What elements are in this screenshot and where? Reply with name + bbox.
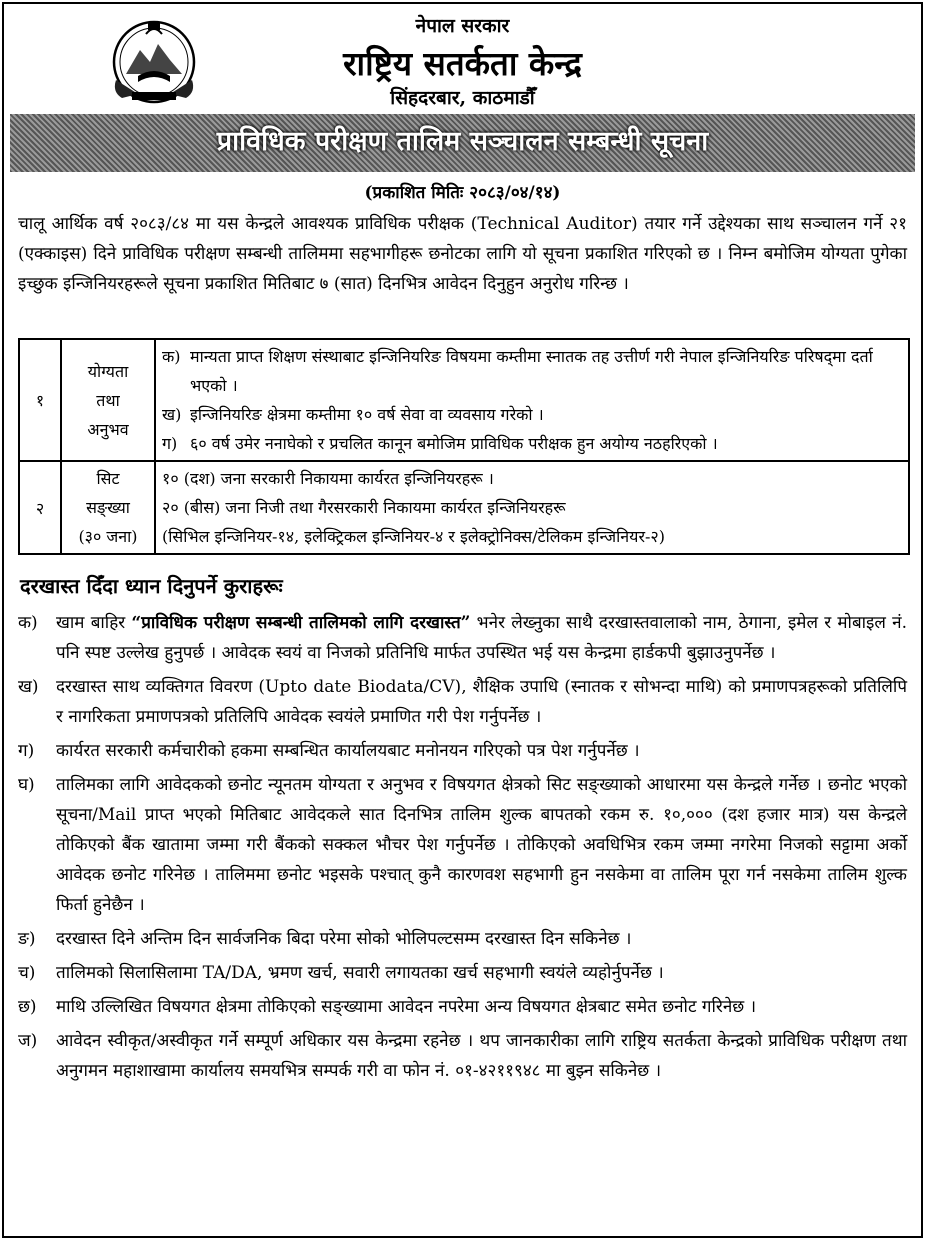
note-mark: ङ) bbox=[18, 929, 36, 949]
list-item bbox=[18, 736, 907, 766]
list-item bbox=[18, 958, 907, 988]
note-text: दरखास्त साथ व्यक्तिगत विवरण (Upto date Biodata/CV), शैक्षिक उपाधि (स्नातक र सोभन्दा माथि) को प्रमाणपत्रहरूको प्रतिलिपि र नागरिकता प्रमाणपत्रको प्रतिलिपि आवेदक स्वयंले प्रमाणित गरी पेश गर्नुपर्नेछ । bbox=[56, 677, 907, 727]
label-line: अनुभव bbox=[87, 419, 129, 439]
label-line: सिट bbox=[96, 469, 120, 488]
organization-address: सिंहदरबार, काठमाडौँ bbox=[390, 87, 535, 109]
notice-title: प्राविधिक परीक्षण तालिम सञ्चालन सम्बन्धी सूचना bbox=[216, 126, 709, 157]
list-item bbox=[18, 672, 907, 732]
notice-page bbox=[2, 2, 923, 1238]
label-line: तथा bbox=[96, 390, 120, 410]
note-text-bold: “प्राविधिक परीक्षण सम्बन्धी तालिमको लागि दरखास्त” bbox=[131, 613, 471, 633]
note-text-rest: भनेर लेख्नुका साथै दरखास्तवालाको नाम, ठेगाना, इमेल र मोबाइल नं. पनि स्पष्ट उल्लेख हुनुपर्छ । आवेदक स्वयं वा निजको प्रतिनिधि मार्फत उपस्थित भई यस केन्द्रमा हार्डकपी बुझाउनुपर्नेछ । bbox=[56, 613, 907, 663]
note-mark: क) bbox=[18, 613, 38, 633]
note-text: तालिमको सिलासिलामा TA/DA, भ्रमण खर्च, सवारी लगायतका खर्च सहभागी स्वयंले व्यहोर्नुपर्नेछ । bbox=[56, 963, 664, 983]
published-date: (प्रकाशित मितिः २०८३/०४/१४) bbox=[364, 183, 561, 203]
note-text: कार्यरत सरकारी कर्मचारीको हकमा सम्बन्धित कार्यालयबाट मनोनयन गरिएको पत्र पेश गर्नुपर्नेछ । bbox=[56, 741, 640, 761]
row-number: २ bbox=[19, 461, 61, 554]
list-item bbox=[18, 770, 907, 920]
list-item: २० (बीस) जना निजी तथा गैरसरकारी निकायमा कार्यरत इन्जिनियरहरू bbox=[162, 498, 566, 517]
title-banner bbox=[10, 114, 915, 172]
row-number: १ bbox=[19, 339, 61, 461]
note-mark: ज) bbox=[18, 1031, 38, 1051]
list-item bbox=[18, 924, 907, 954]
notes-list bbox=[18, 608, 907, 1090]
notes-heading: दरखास्त दिँदा ध्यान दिनुपर्ने कुराहरूः bbox=[20, 574, 283, 598]
item-text: इन्जिनियरिङ क्षेत्रमा कम्तीमा १० वर्ष सेवा वा व्यवसाय गरेको । bbox=[190, 405, 544, 424]
list-item bbox=[18, 992, 907, 1022]
requirements-table bbox=[18, 338, 910, 555]
note-text: माथि उल्लिखित विषयगत क्षेत्रमा तोकिएको सङ्ख्यामा आवेदन नपरेमा अन्य विषयगत क्षेत्रबाट समेत छनोट गरिनेछ । bbox=[56, 997, 757, 1017]
label-line: सङ्ख्या bbox=[86, 498, 130, 517]
list-item: १० (दश) जना सरकारी निकायमा कार्यरत इन्जिनियरहरू । bbox=[162, 469, 494, 488]
label-line: (३० जना) bbox=[78, 527, 138, 546]
header bbox=[4, 4, 921, 112]
row-content bbox=[155, 339, 909, 461]
list-item: (सिभिल इन्जिनियर-१४, इलेक्ट्रिकल इन्जिनियर-४ र इलेक्ट्रोनिक्स/टेलिकम इन्जिनियर-२) bbox=[162, 527, 665, 546]
note-text: तालिमका लागि आवेदकको छनोट न्यूनतम योग्यता र अनुभव र विषयगत क्षेत्रको सिट सङ्ख्याको आधारमा यस केन्द्रले गर्नेछ । छनोट भएको सूचना/Mail प्राप्त भएको मितिबाट आवेदकले सात दिनभित्र तालिम शुल्क बापतको रकम रु. १०,००० (दश हजार मात्र) यस केन्द्रले तोकिएको बैंक खातामा जम्मा गरी बैंकको सक्कल भौचर पेश गर्नुपर्नेछ । तोकिएको अवधिभित्र रकम जम्मा नगरेमा निजको सट्टामा अर्को आवेदक छनोट गरिनेछ । तालिममा छनोट भइसके पश्चात् कुनै कारणवश सहभागी हुन नसकेमा वा तालिम पूरा गर्न नसकेमा तालिम शुल्क फिर्ता हुनेछैन । bbox=[56, 775, 907, 915]
row-label bbox=[61, 339, 155, 461]
note-text: दरखास्त दिने अन्तिम दिन सार्वजनिक बिदा परेमा सोको भोलिपल्टसम्म दरखास्त दिन सकिनेछ । bbox=[56, 929, 632, 949]
note-text: आवेदन स्वीकृत/अस्वीकृत गर्ने सम्पूर्ण अधिकार यस केन्द्रमा रहनेछ । थप जानकारीका लागि राष्ट्रिय सतर्कता केन्द्रको प्राविधिक परीक्षण तथा अनुगमन महाशाखामा कार्यालय समयभित्र सम्पर्क गरी वा फोन नं. ०१-४२११९४८ मा बुझ्न सकिनेछ । bbox=[56, 1031, 907, 1081]
government-name: नेपाल सरकार bbox=[415, 15, 510, 37]
intro-paragraph: चालू आर्थिक वर्ष २०८३/८४ मा यस केन्द्रले आवश्यक प्राविधिक परीक्षक (Technical Auditor) तयार गर्ने उद्देश्यका साथ सञ्चालन गर्ने २१ (एक्काइस) दिने प्राविधिक परीक्षण सम्बन्धी तालिममा सहभागीहरू छनोटका लागि यो सूचना प्रकाशित गरिएको छ । निम्न बमोजिम योग्यता पुगेका इच्छुक इन्जिनियरहरूले सूचना प्रकाशित मितिबाट ७ (सात) दिनभित्र आवेदन दिनुहुन अनुरोध गरिन्छ । bbox=[18, 214, 907, 294]
label-line: योग्यता bbox=[87, 361, 129, 381]
table-row bbox=[19, 339, 909, 461]
note-mark: ख) bbox=[18, 677, 39, 697]
note-mark: छ) bbox=[18, 997, 37, 1017]
list-item bbox=[162, 342, 902, 400]
list-item bbox=[162, 400, 902, 429]
item-mark: क) bbox=[162, 347, 181, 366]
note-mark: ग) bbox=[18, 741, 35, 761]
list-item bbox=[162, 429, 902, 458]
list-item bbox=[18, 1026, 907, 1086]
organization-name: राष्ट्रिय सतर्कता केन्द्र bbox=[343, 44, 582, 83]
note-text-lead: खाम बाहिर bbox=[56, 613, 132, 633]
row-content bbox=[155, 461, 909, 554]
note-mark: घ) bbox=[18, 775, 35, 795]
note-mark: च) bbox=[18, 963, 36, 983]
item-mark: ख) bbox=[162, 405, 182, 424]
note-text bbox=[56, 608, 907, 668]
item-text: ६० वर्ष उमेर ननाघेको र प्रचलित कानून बमोजिम प्राविधिक परीक्षक हुन अयोग्य नठहरिएको । bbox=[190, 434, 718, 453]
list-item bbox=[18, 608, 907, 668]
table-row bbox=[19, 461, 909, 554]
item-mark: ग) bbox=[162, 434, 178, 453]
row-label bbox=[61, 461, 155, 554]
item-text: मान्यता प्राप्त शिक्षण संस्थाबाट इन्जिनियरिङ विषयमा कम्तीमा स्नातक तह उत्तीर्ण गरी नेपाल इन्जिनियरिङ परिषद्‌मा दर्ता भएको । bbox=[190, 347, 873, 395]
